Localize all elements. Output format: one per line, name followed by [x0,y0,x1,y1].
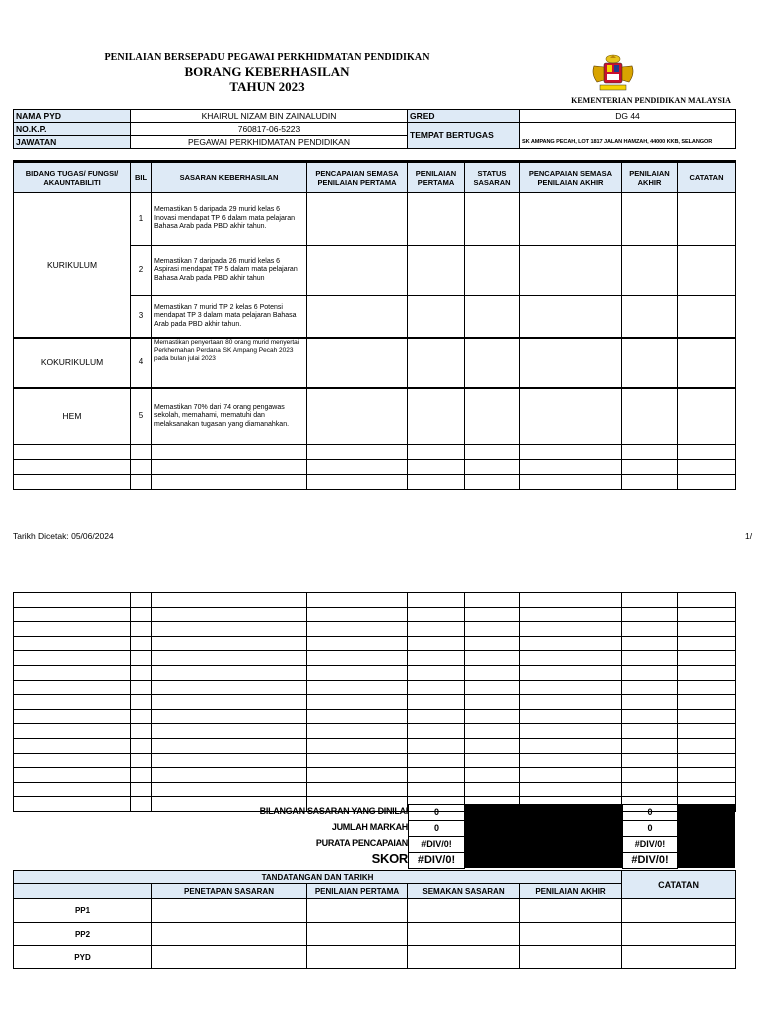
pencapaian-pertama-cell[interactable] [307,193,408,246]
status-cell[interactable] [465,338,520,388]
grid-cell[interactable] [131,738,152,753]
signature-cell[interactable] [622,923,736,946]
tempat-value: SK AMPANG PECAH, LOT 1817 JALAN HAMZAH, 44000 KKB, SELANGOR [520,123,736,149]
grid-cell[interactable] [622,680,678,695]
grid-cell[interactable] [14,768,131,783]
sig-col-semakan: SEMAKAN SASARAN [408,884,520,899]
grid-cell[interactable] [307,622,408,637]
status-cell[interactable] [465,246,520,296]
skor-value-1: #DIV/0! [408,852,465,869]
row-sasaran: Memastikan 5 daripada 29 murid kelas 6 Inovasi mendapat TP 6 dalam mata pelajaran Bahasa Arab pada PBD akhir tahun. [152,193,307,246]
grid-cell[interactable] [520,738,622,753]
nokp-value: 760817-06-5223 [131,123,408,136]
nama-label: NAMA PYD [14,110,131,123]
row-sasaran: Memastikan 7 murid TP 2 kelas 6 Potensi mendapat TP 3 dalam mata pelajaran Bahasa Arab pada PBD akhir tahun. [152,296,307,338]
grid-cell[interactable] [307,651,408,666]
grid-cell[interactable] [520,768,622,783]
grid-cell[interactable] [678,753,736,768]
sig-row-label: PP1 [14,899,152,923]
sig-row-label: PYD [14,946,152,969]
grid-cell[interactable] [14,593,131,608]
table-row [14,923,736,946]
grid-cell[interactable] [408,709,465,724]
grid-cell[interactable] [465,753,520,768]
grid-cell[interactable] [307,665,408,680]
grid-cell[interactable] [678,768,736,783]
grid-cell[interactable] [131,724,152,739]
grid-cell[interactable] [465,738,520,753]
table-row [14,695,736,710]
grid-cell[interactable] [307,695,408,710]
signature-cell[interactable] [520,946,622,969]
sig-col-penetapan: PENETAPAN SASARAN [152,884,307,899]
print-date: Tarikh Dicetak: 05/06/2024 [13,531,114,541]
skor-label: SKOR [371,851,408,866]
grid-cell[interactable] [131,622,152,637]
signature-cell[interactable] [307,946,408,969]
table-row [14,709,736,724]
col-penilaian-akhir: PENILAIAN AKHIR [622,162,678,193]
continuation-grid [13,592,736,812]
grid-cell[interactable] [152,607,307,622]
grid-cell[interactable] [678,709,736,724]
grid-cell[interactable] [408,651,465,666]
row-sasaran: Memastikan penyertaan 80 orang murid menyertai Perkhemahan Perdana SK Ampang Pecah 2023 pada bulan julai 2023 [152,338,307,388]
grid-cell[interactable] [408,768,465,783]
signature-cell[interactable] [152,946,307,969]
nokp-label: NO.K.P. [14,123,131,136]
grid-cell[interactable] [465,695,520,710]
jumlah-label: JUMLAH MARKAH [331,822,408,832]
signature-cell[interactable] [152,923,307,946]
row-bil: 3 [131,296,152,338]
table-row [14,636,736,651]
grid-cell[interactable] [622,709,678,724]
sig-col-penilaian-pertama: PENILAIAN PERTAMA [307,884,408,899]
grid-cell[interactable] [520,709,622,724]
grid-cell[interactable] [307,636,408,651]
grid-cell[interactable] [622,665,678,680]
signature-cell[interactable] [152,899,307,923]
penilaian-pertama-cell[interactable] [408,338,465,388]
col-status-sasaran: STATUS SASARAN [465,162,520,193]
signature-cell[interactable] [520,899,622,923]
table-row [14,445,736,460]
signature-cell[interactable] [408,946,520,969]
table-row [14,899,736,923]
grid-cell[interactable] [131,768,152,783]
penilaian-akhir-cell[interactable] [622,296,678,338]
pencapaian-akhir-cell[interactable] [520,193,622,246]
grid-cell[interactable] [622,724,678,739]
bidang-kurikulum: KURIKULUM [14,193,131,338]
signature-cell[interactable] [622,946,736,969]
table-row [14,665,736,680]
jumlah-value-2: 0 [622,820,678,837]
form-heading-line1: PENILAIAN BERSEPADU PEGAWAI PERKHIDMATAN PENDIDIKAN [104,52,430,63]
table-row [14,753,736,768]
blackout-block [677,804,735,868]
grid-cell[interactable] [307,680,408,695]
grid-cell[interactable] [622,651,678,666]
grid-cell[interactable] [307,782,408,797]
targets-table [13,160,736,490]
table-row [14,622,736,637]
grid-cell[interactable] [131,753,152,768]
row-bil: 5 [131,388,152,445]
gred-label: GRED [408,110,520,123]
status-cell[interactable] [465,296,520,338]
grid-cell[interactable] [14,753,131,768]
grid-cell[interactable] [408,622,465,637]
grid-cell[interactable] [678,665,736,680]
pencapaian-pertama-cell[interactable] [307,246,408,296]
grid-cell[interactable] [520,753,622,768]
table-row [14,768,736,783]
gred-value: DG 44 [520,110,736,123]
catatan-cell[interactable] [678,246,736,296]
jumlah-value-1: 0 [408,820,465,837]
table-row [14,607,736,622]
grid-cell[interactable] [131,709,152,724]
catatan-cell[interactable] [678,296,736,338]
coat-of-arms-logo [588,52,638,94]
grid-cell[interactable] [622,768,678,783]
grid-cell[interactable] [520,724,622,739]
grid-cell[interactable] [465,709,520,724]
grid-cell[interactable] [152,768,307,783]
row-sasaran: Memastikan 7 daripada 26 murid kelas 6 Aspirasi mendapat TP 5 dalam mata pelajaran Bahasa Arab pada PBD akhir tahun [152,246,307,296]
signature-cell[interactable] [408,899,520,923]
grid-cell[interactable] [152,724,307,739]
grid-cell[interactable] [678,680,736,695]
grid-cell[interactable] [152,695,307,710]
grid-cell[interactable] [678,695,736,710]
penilaian-pertama-cell[interactable] [408,388,465,445]
pencapaian-pertama-cell[interactable] [307,296,408,338]
col-penilaian-pertama: PENILAIAN PERTAMA [408,162,465,193]
grid-cell[interactable] [408,636,465,651]
penilaian-pertama-cell[interactable] [408,296,465,338]
signature-cell[interactable] [307,899,408,923]
grid-cell[interactable] [408,753,465,768]
grid-cell[interactable] [152,651,307,666]
signature-cell[interactable] [520,923,622,946]
grid-cell[interactable] [14,782,131,797]
grid-cell[interactable] [465,593,520,608]
nama-value: KHAIRUL NIZAM BIN ZAINALUDIN [131,110,408,123]
col-pencapaian-pertama: PENCAPAIAN SEMASA PENILAIAN PERTAMA [307,162,408,193]
penilaian-akhir-cell[interactable] [622,338,678,388]
grid-cell[interactable] [14,738,131,753]
ministry-name: KEMENTERIAN PENDIDIKAN MALAYSIA [571,96,731,105]
grid-cell[interactable] [14,724,131,739]
grid-cell[interactable] [152,665,307,680]
row-bil: 2 [131,246,152,296]
grid-cell[interactable] [465,636,520,651]
grid-cell[interactable] [622,738,678,753]
grid-cell[interactable] [152,680,307,695]
grid-cell[interactable] [465,622,520,637]
purata-label: PURATA PENCAPAIAN [315,838,408,848]
signature-cell[interactable] [408,923,520,946]
pencapaian-akhir-cell[interactable] [520,338,622,388]
blackout-block [464,804,622,868]
table-row [14,738,736,753]
grid-cell[interactable] [408,607,465,622]
pencapaian-akhir-cell[interactable] [520,296,622,338]
row-bil: 4 [131,338,152,388]
grid-cell[interactable] [152,738,307,753]
grid-cell[interactable] [520,680,622,695]
grid-cell[interactable] [131,680,152,695]
grid-cell[interactable] [520,636,622,651]
grid-cell[interactable] [622,636,678,651]
grid-cell[interactable] [131,593,152,608]
grid-cell[interactable] [678,593,736,608]
table-row [14,724,736,739]
grid-cell[interactable] [408,738,465,753]
grid-cell[interactable] [678,782,736,797]
grid-cell[interactable] [408,665,465,680]
tempat-label: TEMPAT BERTUGAS [408,123,520,149]
grid-cell[interactable] [307,593,408,608]
bidang-kokurikulum: KOKURIKULUM [14,338,131,388]
table-row [14,388,736,445]
grid-cell[interactable] [152,622,307,637]
grid-cell[interactable] [131,695,152,710]
grid-cell[interactable] [152,636,307,651]
grid-cell[interactable] [14,665,131,680]
grid-cell[interactable] [14,797,131,812]
grid-cell[interactable] [622,695,678,710]
grid-cell[interactable] [14,695,131,710]
table-row [14,680,736,695]
grid-cell[interactable] [520,782,622,797]
skor-value-2: #DIV/0! [622,852,678,869]
grid-cell[interactable] [622,782,678,797]
grid-cell[interactable] [465,768,520,783]
grid-cell[interactable] [622,753,678,768]
grid-cell[interactable] [622,622,678,637]
table-row [14,651,736,666]
grid-cell[interactable] [678,651,736,666]
grid-cell[interactable] [14,680,131,695]
grid-cell[interactable] [14,651,131,666]
grid-cell[interactable] [520,665,622,680]
signature-cell[interactable] [622,899,736,923]
catatan-cell[interactable] [678,388,736,445]
grid-cell[interactable] [622,593,678,608]
officer-info-table [13,109,736,149]
bilangan-value-2: 0 [622,804,678,821]
grid-cell[interactable] [465,782,520,797]
grid-cell[interactable] [131,782,152,797]
col-bil: BIL [131,162,152,193]
grid-cell[interactable] [152,593,307,608]
grid-cell[interactable] [465,651,520,666]
grid-cell[interactable] [520,651,622,666]
grid-cell[interactable] [408,724,465,739]
row-bil: 1 [131,193,152,246]
bilangan-label: BILANGAN SASARAN YANG DINILAI [259,806,408,816]
signature-table [13,870,736,969]
grid-cell[interactable] [520,622,622,637]
jawatan-value: PEGAWAI PERKHIDMATAN PENDIDIKAN [131,136,408,149]
status-cell[interactable] [465,193,520,246]
grid-cell[interactable] [131,665,152,680]
bilangan-value-1: 0 [408,804,465,821]
status-cell[interactable] [465,388,520,445]
grid-cell[interactable] [408,593,465,608]
grid-cell[interactable] [14,636,131,651]
pencapaian-pertama-cell[interactable] [307,338,408,388]
bidang-hem: HEM [14,388,131,445]
table-row [14,193,736,246]
signature-catatan: CATATAN [622,871,736,899]
grid-cell[interactable] [131,651,152,666]
page-number: 1/ [745,531,753,541]
grid-cell[interactable] [678,636,736,651]
pencapaian-akhir-cell[interactable] [520,246,622,296]
sig-col-penilaian-akhir: PENILAIAN AKHIR [520,884,622,899]
col-sasaran: SASARAN KEBERHASILAN [152,162,307,193]
row-sasaran: Memastikan 70% dari 74 orang pengawas sekolah, memahami, mematuhi dan melaksanakan tugasan yang diamanahkan. [152,388,307,445]
purata-value-2: #DIV/0! [622,836,678,853]
grid-cell[interactable] [678,738,736,753]
grid-cell[interactable] [131,607,152,622]
grid-cell[interactable] [131,636,152,651]
grid-cell[interactable] [520,593,622,608]
sig-row-label: PP2 [14,923,152,946]
grid-cell[interactable] [408,782,465,797]
col-pencapaian-akhir: PENCAPAIAN SEMASA PENILAIAN AKHIR [520,162,622,193]
grid-cell[interactable] [14,607,131,622]
grid-cell[interactable] [408,695,465,710]
grid-cell[interactable] [307,768,408,783]
grid-cell[interactable] [307,724,408,739]
grid-cell[interactable] [622,607,678,622]
purata-value-1: #DIV/0! [408,836,465,853]
grid-cell[interactable] [307,738,408,753]
grid-cell[interactable] [152,709,307,724]
grid-cell[interactable] [307,709,408,724]
grid-cell[interactable] [465,724,520,739]
col-bidang: BIDANG TUGAS/ FUNGSI/ AKAUNTABILITI [14,162,131,193]
penilaian-akhir-cell[interactable] [622,246,678,296]
grid-cell[interactable] [14,709,131,724]
pencapaian-akhir-cell[interactable] [520,388,622,445]
grid-cell[interactable] [465,607,520,622]
grid-cell[interactable] [131,797,152,812]
grid-cell[interactable] [408,680,465,695]
grid-cell[interactable] [678,607,736,622]
form-heading-year: TAHUN 2023 [229,79,305,94]
table-row [14,782,736,797]
catatan-cell[interactable] [678,338,736,388]
catatan-cell[interactable] [678,193,736,246]
grid-cell[interactable] [520,695,622,710]
penilaian-akhir-cell[interactable] [622,388,678,445]
col-catatan: CATATAN [678,162,736,193]
grid-cell[interactable] [678,622,736,637]
grid-cell[interactable] [14,622,131,637]
table-row [14,475,736,490]
grid-cell[interactable] [307,607,408,622]
grid-cell[interactable] [520,607,622,622]
form-heading-line2: BORANG KEBERHASILAN [184,64,350,79]
signature-title: TANDATANGAN DAN TARIKH [14,871,622,884]
penilaian-pertama-cell[interactable] [408,246,465,296]
table-row [14,946,736,969]
grid-cell[interactable] [152,782,307,797]
signature-cell[interactable] [307,923,408,946]
table-row [14,338,736,388]
table-row [14,460,736,475]
pencapaian-pertama-cell[interactable] [307,388,408,445]
grid-cell[interactable] [678,724,736,739]
grid-cell[interactable] [307,753,408,768]
grid-cell[interactable] [465,680,520,695]
penilaian-akhir-cell[interactable] [622,193,678,246]
table-row [14,593,736,608]
penilaian-pertama-cell[interactable] [408,193,465,246]
grid-cell[interactable] [465,665,520,680]
grid-cell[interactable] [152,753,307,768]
jawatan-label: JAWATAN [14,136,131,149]
